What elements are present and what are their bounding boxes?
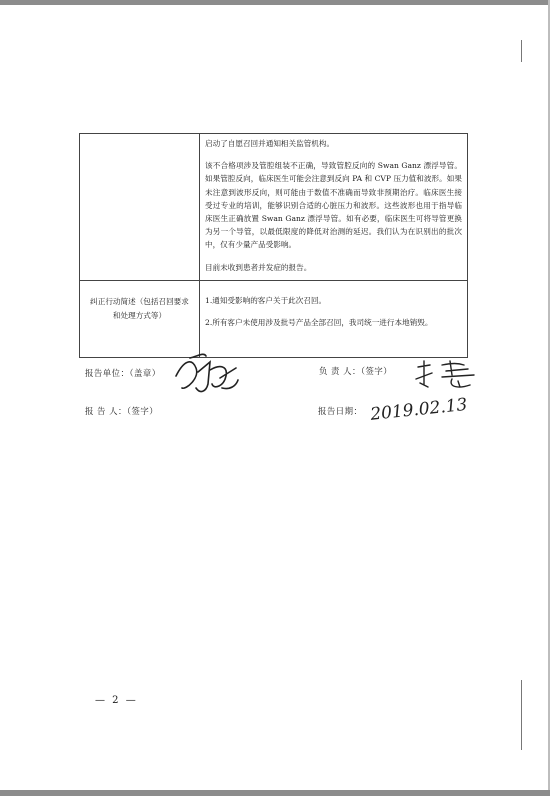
scan-edge-bottom bbox=[0, 790, 550, 796]
corrective-action-row bbox=[80, 281, 468, 358]
corrective-item: 1.通知受影响的客户关于此次召回。 bbox=[205, 296, 327, 305]
handwritten-report-date bbox=[368, 394, 469, 425]
scan-mark bbox=[521, 680, 522, 750]
page-number: — 2 — bbox=[95, 695, 138, 706]
scan-edge-top bbox=[0, 0, 550, 5]
recall-description-cell bbox=[200, 134, 468, 281]
reporter-label: 报 告 人：（签字） bbox=[85, 406, 159, 416]
corrective-action-content-cell bbox=[200, 281, 468, 358]
reporting-unit-label: 报告单位：（盖章） bbox=[85, 368, 161, 378]
scan-mark bbox=[521, 40, 522, 62]
recall-description-row bbox=[80, 134, 468, 281]
svg-text:2019.02.13: 2019.02.13 bbox=[369, 394, 469, 425]
corrective-action-label: 纠正行动简述（包括召回要求和处理方式等） bbox=[90, 297, 189, 320]
recall-info-table bbox=[79, 133, 468, 358]
adverse-event-note: 目前未收到患者并发症的报告。 bbox=[205, 262, 312, 272]
handwritten-signature-responsible bbox=[412, 357, 484, 393]
continuation-text: 启动了自愿召回并通知相关监管机构。 bbox=[205, 139, 335, 148]
responsible-person-label: 负 责 人：（签字） bbox=[319, 366, 393, 376]
handwritten-signature-unit bbox=[170, 350, 242, 398]
corrective-action-label-cell bbox=[80, 281, 200, 358]
description-paragraph: 该不合格项涉及管腔组装不正确，导致管腔反向的 Swan Ganz 漂浮导管。如果管腔反向，临床医生可能会注意到反向 PA 和 CVP 压力值和波形。如果未注意到波形反向，则可能由于数值不准确而导致非预期治疗。临床医生接受过专业的培训，能够识别合适的心脏压力和波形。这些波形也用于指导临床医生正确放置 Swan Ganz 漂浮导管。如有必要，临床医生可将导管更换为另一个导管，以最低限度的降低对治测的延迟。我们认为在识别出的批次中，仅有少量产品受影响。 bbox=[205, 161, 462, 250]
report-date-label: 报告日期： bbox=[318, 406, 363, 416]
empty-label-cell bbox=[80, 134, 200, 281]
corrective-item: 2.所有客户未使用涉及批号产品全部召回，我司统一进行本地销毁。 bbox=[205, 318, 433, 328]
